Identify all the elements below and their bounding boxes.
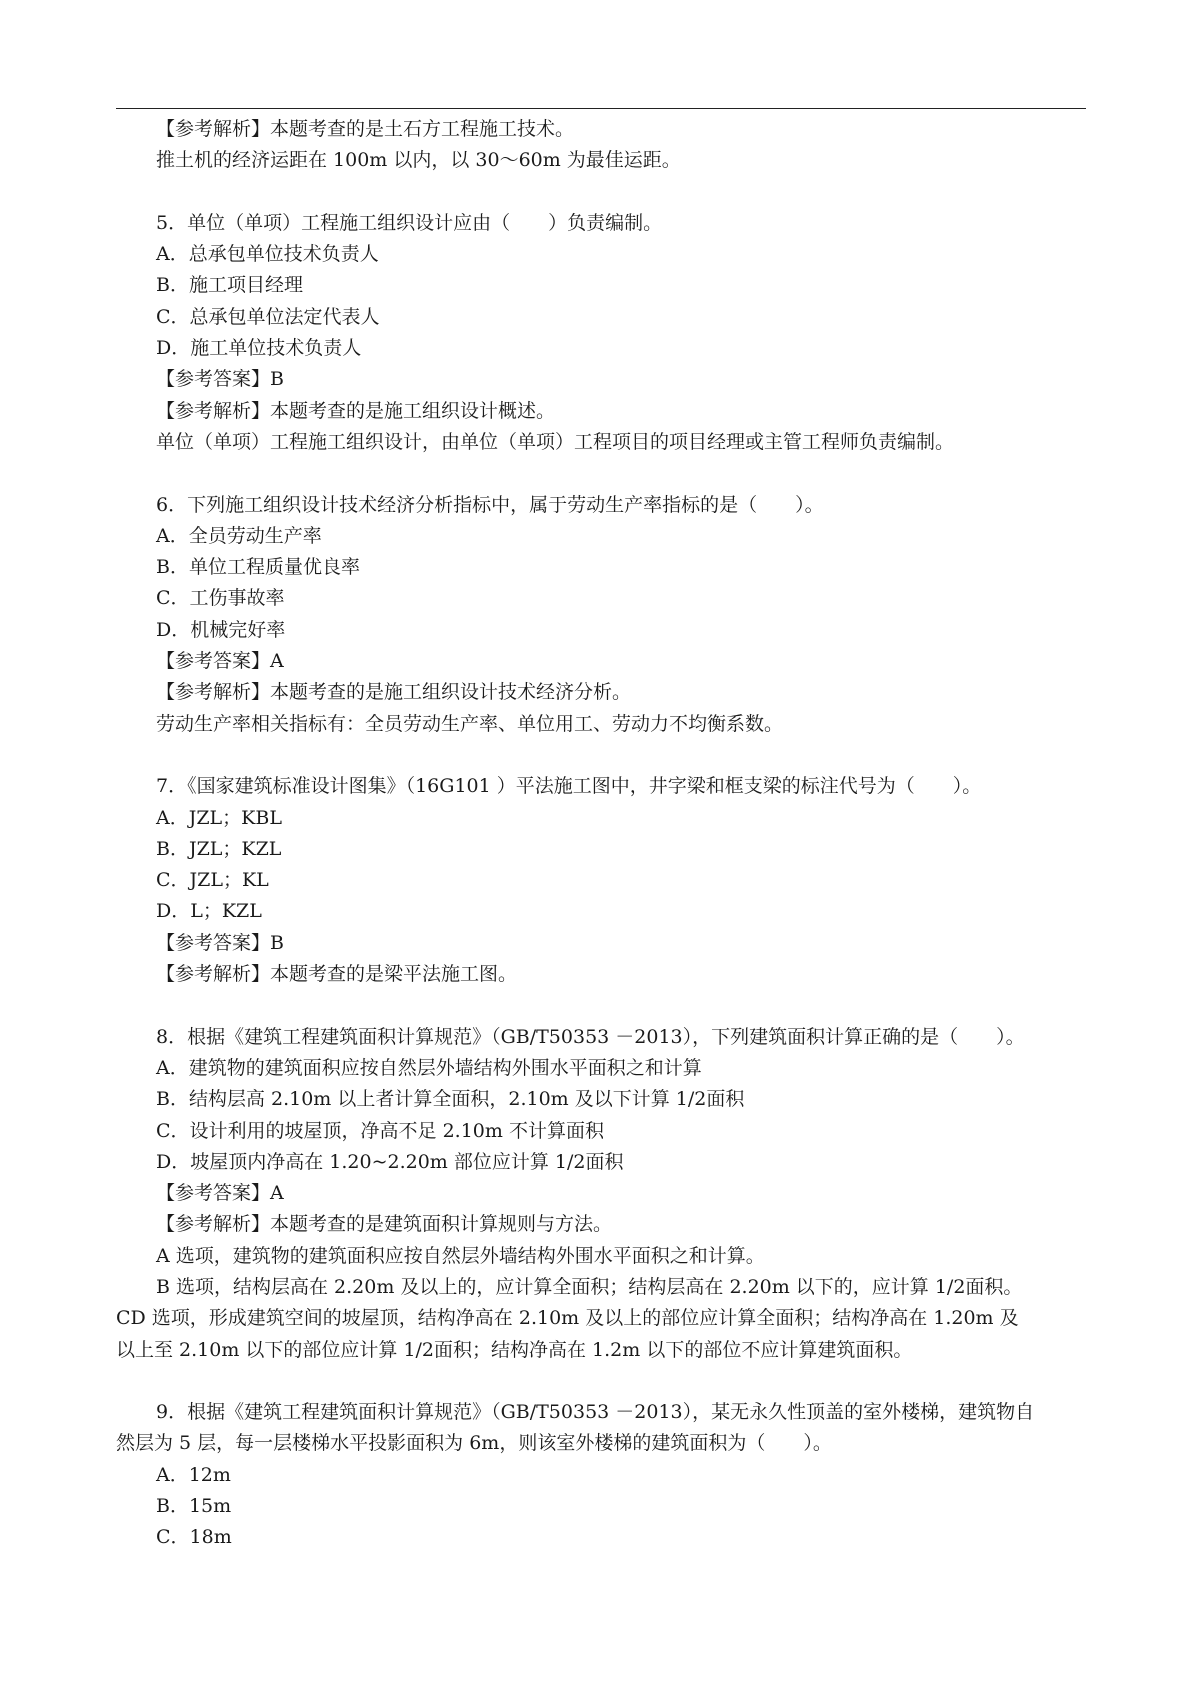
header-rule: [116, 108, 1086, 109]
q8-analysis-cd-line1: CD 选项，形成建筑空间的坡屋顶，结构净高在 2.10m 及以上的部位应计算全面积；结构净高在 1.20m 及: [116, 1307, 1019, 1330]
q5-analysis-label: 【参考解析】本题考查的是施工组织设计概述。: [156, 399, 556, 422]
q5-stem: 5．单位（单项）工程施工组织设计应由（ ）负责编制。: [156, 211, 663, 234]
q6-analysis-label: 【参考解析】本题考查的是施工组织设计技术经济分析。: [156, 681, 632, 704]
q8-analysis-a: A 选项，建筑物的建筑面积应按自然层外墙结构外围水平面积之和计算。: [156, 1244, 765, 1267]
q6-answer: 【参考答案】A: [156, 650, 284, 673]
q5-option-c: C．总承包单位法定代表人: [156, 305, 380, 328]
q8-analysis-b: B 选项，结构层高在 2.20m 及以上的，应计算全面积；结构层高在 2.20m 以下的，应计算 1/2面积。: [156, 1275, 1023, 1298]
q8-option-b: B．结构层高 2.10m 以上者计算全面积，2.10m 及以下计算 1/2面积: [156, 1088, 745, 1111]
document-body: [116, 114, 1086, 1554]
spacer: [116, 458, 1086, 489]
q6-option-c: C．工伤事故率: [156, 587, 285, 610]
q7-option-c: C．JZL；KL: [156, 869, 269, 892]
q5-option-b: B．施工项目经理: [156, 274, 303, 297]
q5-answer: 【参考答案】B: [156, 368, 284, 391]
q9-stem-line1: 9．根据《建筑工程建筑面积计算规范》（GB/T50353 －2013），某无永久性顶盖的室外楼梯，建筑物自: [156, 1401, 1035, 1424]
q5-option-d: D．施工单位技术负责人: [156, 337, 362, 360]
q8-option-a: A．建筑物的建筑面积应按自然层外墙结构外围水平面积之和计算: [156, 1056, 702, 1079]
q6-option-b: B．单位工程质量优良率: [156, 556, 360, 579]
spacer: [116, 177, 1086, 208]
spacer: [116, 740, 1086, 771]
q8-answer: 【参考答案】A: [156, 1182, 284, 1205]
q6-analysis-text: 劳动生产率相关指标有：全员劳动生产率、单位用工、劳动力不均衡系数。: [156, 712, 784, 735]
q7-analysis-label: 【参考解析】本题考查的是梁平法施工图。: [156, 963, 518, 986]
q7-option-b: B．JZL；KZL: [156, 837, 282, 860]
spacer: [116, 1366, 1086, 1397]
q8-option-c: C．设计利用的坡屋顶，净高不足 2.10m 不计算面积: [156, 1119, 604, 1142]
spacer: [116, 990, 1086, 1021]
q7-option-a: A．JZL；KBL: [156, 806, 282, 829]
q5-analysis-text: 单位（单项）工程施工组织设计，由单位（单项）工程项目的项目经理或主管工程师负责编制。: [156, 430, 955, 453]
q7-answer: 【参考答案】B: [156, 931, 284, 954]
q9-option-b: B．15m: [156, 1495, 232, 1518]
q6-option-a: A．全员劳动生产率: [156, 524, 322, 547]
q9-option-a: A．12m: [156, 1463, 231, 1486]
q8-analysis-cd-line2: 以上至 2.10m 以下的部位应计算 1/2面积；结构净高在 1.2m 以下的部位不应计算建筑面积。: [116, 1338, 913, 1361]
q6-option-d: D．机械完好率: [156, 618, 286, 641]
q9-option-c: C．18m: [156, 1526, 232, 1549]
q6-stem: 6．下列施工组织设计技术经济分析指标中，属于劳动生产率指标的是（ ）。: [156, 493, 824, 516]
q9-stem-line2: 然层为 5 层，每一层楼梯水平投影面积为 6m，则该室外楼梯的建筑面积为（ ）。: [116, 1432, 832, 1455]
q7-option-d: D．L；KZL: [156, 900, 262, 923]
q4-analysis-text: 推土机的经济运距在 100m 以内，以 30～60m 为最佳运距。: [156, 149, 681, 172]
q8-analysis-label: 【参考解析】本题考查的是建筑面积计算规则与方法。: [156, 1213, 613, 1236]
q4-analysis-label: 【参考解析】本题考查的是土石方工程施工技术。: [156, 118, 575, 140]
q8-stem: 8．根据《建筑工程建筑面积计算规范》（GB/T50353 －2013），下列建筑面积计算正确的是（ ）。: [156, 1025, 1025, 1048]
q8-option-d: D．坡屋顶内净高在 1.20~2.20m 部位应计算 1/2面积: [156, 1150, 624, 1173]
q5-option-a: A．总承包单位技术负责人: [156, 243, 379, 266]
q7-stem: 7．《国家建筑标准设计图集》（16G101 ）平法施工图中，井字梁和框支梁的标注代号为（ ）。: [156, 775, 982, 798]
